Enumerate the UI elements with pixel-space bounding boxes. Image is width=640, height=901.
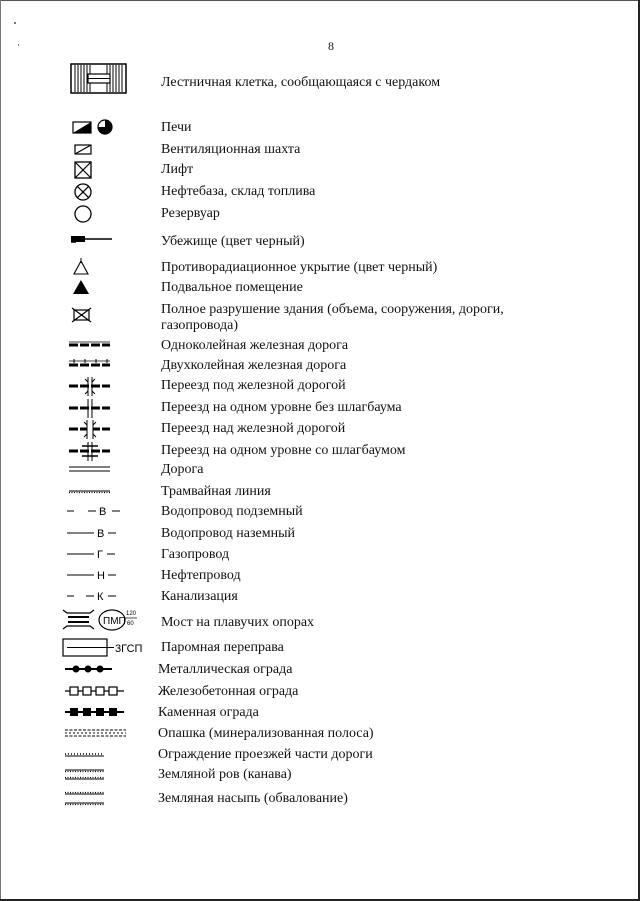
legend-row-stairwell	[0, 75, 640, 93]
pontoon-bridge-icon	[62, 605, 137, 627]
legend-label: Мост на плавучих опорах	[161, 615, 315, 630]
legend-label: Канализация	[161, 589, 238, 604]
legend-label: Ограждение проезжей части дороги	[158, 747, 373, 762]
legend-row-destruction	[0, 302, 640, 336]
page-number: 8	[328, 39, 334, 53]
legend-row-level-crossing-barrier	[0, 443, 640, 461]
stove-icon	[72, 118, 142, 140]
legend-label: Опашка (минерализованная полоса)	[158, 726, 374, 741]
legend-label: Вентиляционная шахта	[161, 142, 301, 157]
legend-label: Убежище (цвет черный)	[161, 234, 305, 249]
legend-row-plowed-strip	[0, 726, 640, 744]
double-track-railway-icon	[68, 356, 138, 378]
legend-label: Паромная переправа	[161, 640, 284, 655]
legend-label: Каменная ограда	[158, 705, 259, 720]
legend-row-stone-fence	[0, 705, 640, 723]
legend-row-ditch	[0, 767, 640, 785]
page-edge-top	[0, 0, 640, 1]
legend-label: Резервуар	[161, 206, 220, 221]
reservoir-icon	[74, 204, 144, 226]
legend-row-ventilation	[0, 142, 640, 160]
legend-row-shelter	[0, 234, 640, 252]
stone-fence-icon	[64, 703, 134, 725]
roadway-barrier-icon	[64, 745, 134, 767]
legend-label: Подвальное помещение	[161, 280, 303, 295]
legend-label: Лифт	[161, 162, 194, 177]
legend-label: Железобетонная ограда	[158, 684, 299, 699]
legend-label: Водопровод подземный	[161, 504, 303, 519]
legend-label: Трамвайная линия	[161, 484, 271, 499]
legend-row-stoves	[0, 120, 640, 138]
legend-label: Противорадиационное укрытие (цвет черный)	[161, 260, 438, 275]
tram-line-icon	[68, 482, 138, 504]
anti-radiation-shelter-icon	[72, 258, 142, 280]
ferry-code: 3ГСП	[115, 643, 143, 655]
gas-pipeline-icon	[66, 545, 136, 567]
shelter-icon	[70, 232, 140, 254]
ditch-icon	[64, 765, 134, 787]
legend-label: Нефтебаза, склад топлива	[161, 184, 316, 199]
legend-row-concrete-fence	[0, 684, 640, 702]
stairwell-icon	[70, 63, 140, 85]
lift-icon	[74, 160, 144, 182]
pipe-code: В	[99, 506, 107, 518]
legend-label: Одноколейная железная дорога	[161, 338, 349, 353]
legend-row-ground-water	[0, 526, 640, 544]
legend-row-gas	[0, 547, 640, 565]
ground-water-pipe-icon	[66, 524, 136, 546]
legend-row-underpass	[0, 378, 640, 396]
legend-label: Переезд на одном уровне со шлагбаумом	[161, 443, 406, 458]
basement-icon	[72, 278, 142, 300]
legend-label: Переезд под железной дорогой	[161, 378, 346, 393]
legend-row-road	[0, 462, 640, 480]
legend-label: Переезд над железной дорогой	[161, 421, 346, 436]
oil-pipeline-icon	[66, 566, 136, 588]
legend-label: Газопровод	[161, 547, 230, 562]
legend-label: Земляная насыпь (обвалование)	[158, 791, 348, 806]
bridge-badge: ПМП	[103, 616, 126, 627]
legend-row-reservoir	[0, 206, 640, 224]
underpass-icon	[68, 376, 138, 398]
underground-water-pipe-icon	[66, 502, 136, 524]
scan-speck	[18, 44, 19, 46]
legend-label: Земляной ров (канава)	[158, 767, 292, 782]
legend-row-single-track-railway	[0, 338, 640, 356]
legend-label: Двухколейная железная дорога	[161, 358, 347, 373]
concrete-fence-icon	[64, 682, 134, 704]
legend-row-anti-radiation	[0, 260, 640, 278]
legend-row-pontoon-bridge	[0, 611, 640, 633]
pipe-code: К	[97, 591, 104, 603]
legend-row-ferry	[0, 640, 640, 658]
legend-row-lift	[0, 162, 640, 180]
legend-label: Дорога	[161, 462, 204, 477]
metal-fence-icon	[64, 660, 134, 682]
legend-row-tram	[0, 484, 640, 502]
plowed-strip-icon	[64, 724, 134, 746]
legend-label: Металлическая ограда	[158, 662, 293, 677]
legend-row-basement	[0, 280, 640, 298]
ventilation-shaft-icon	[74, 140, 144, 162]
legend-row-double-track-railway	[0, 358, 640, 376]
legend-row-level-crossing-no-barrier	[0, 400, 640, 418]
legend-row-underground-water	[0, 504, 640, 522]
pipe-code: Г	[97, 549, 103, 561]
scan-speck	[14, 22, 16, 24]
legend-row-metal-fence	[0, 662, 640, 680]
legend-row-embankment	[0, 791, 640, 809]
pipe-code: В	[97, 528, 105, 540]
legend-label: Полное разрушение здания (объема, сооружения, дороги, газопровода)	[161, 302, 504, 333]
destroyed-building-icon	[72, 306, 142, 328]
pipe-code: Н	[97, 570, 105, 582]
single-track-railway-icon	[68, 336, 138, 358]
legend-label: Водопровод наземный	[161, 526, 295, 541]
bridge-num-bottom: 60	[127, 621, 134, 627]
legend-label: Печи	[161, 120, 192, 135]
legend-label: Нефтепровод	[161, 568, 241, 583]
oil-depot-icon	[74, 182, 144, 204]
ferry-crossing-icon	[62, 635, 143, 657]
legend-label: Переезд на одном уровне без шлагбаума	[161, 400, 402, 415]
legend-row-overpass	[0, 421, 640, 439]
legend-row-roadway-barrier	[0, 747, 640, 765]
overpass-icon	[68, 419, 138, 441]
legend-label: Лестничная клетка, сообщающаяся с чердаком	[161, 75, 441, 90]
road-icon	[68, 460, 138, 482]
bridge-num-top: 120	[126, 611, 137, 617]
legend-row-oil-pipeline	[0, 568, 640, 586]
legend-row-oil-depot	[0, 184, 640, 202]
level-crossing-no-barrier-icon	[68, 398, 138, 420]
embankment-icon	[64, 789, 134, 811]
